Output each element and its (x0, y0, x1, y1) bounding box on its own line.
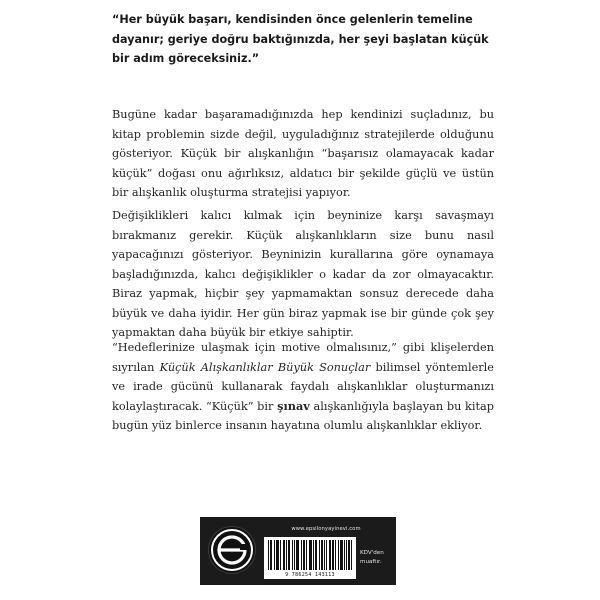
isbn-barcode-icon (264, 537, 356, 579)
paragraph-3-text-a: “Hedeflerinize ulaşmak için motive olmalısınız,” gibi klişelerden sıyrılan (112, 341, 494, 374)
tax-exempt-note (360, 549, 394, 567)
publisher-footer-box (200, 517, 396, 585)
description-paragraph-2: Değişiklikleri kalıcı kılmak için beyninize karşı savaşmayı bırakmanız gerekir. Küçük alışkanlıkların size bunu nasıl yapacağınızı gösteriyor. Beyninizin kurallarına göre oynamaya başladığınızda, kalıcı değişiklikler o kadar da zor olmayacaktır. Biraz yapmak, hiçbir şey yapmamaktan sonsuz derecede daha büyük ve daha iyidir. Her gün biraz yapmak ise bir günde çok şey yapmaktan daha büyük bir etkiye sahiptir. (112, 209, 494, 339)
paragraph-3-text-c: alışkanlığıyla başlayan bu kitap bugün yüz binlerce insanın hayatına olumlu alışkanlıklar ekliyor. (112, 399, 494, 432)
back-cover-quote: “Her büyük başarı, kendisinden önce gelenlerin temeline dayanır; geriye doğru baktığınızda, her şeyi başlatan küçük bir adım göreceksiniz.” (112, 13, 489, 65)
description-paragraph-1: Bugüne kadar başaramadığınızda hep kendinizi suçladınız, bu kitap problemin sizde değil, uyguladığınız stratejilerde olduğunu gösteriyor. Küçük bir alışkanlığın “başarısız olamayacak kadar küçük” doğası onu ağırlıksız, aldatıcı bir şekilde güçlü ve üstün bir alışkanlık oluşturma stratejisi yapıyor. (112, 108, 494, 199)
description-paragraph-3 (112, 338, 494, 436)
kdv-line-1: KDV'den (360, 550, 384, 556)
kdv-line-2: muaftır. (360, 559, 382, 565)
bold-word: şınav (277, 398, 310, 413)
book-title-italic: Küçük Alışkanlıklar Büyük Sonuçlar (159, 360, 371, 374)
epsilon-logo-icon (208, 526, 256, 574)
paragraph-3-text-b: bilimsel yöntemlerle ve irade gücünü kullanarak faydalı alışkanlıklar oluşturmanızı kolaylaştıracak. “Küçük” bir (112, 360, 494, 413)
isbn-number: 9 786254 143113 (285, 572, 335, 578)
publisher-url: www.epsilonyayinevi.com (291, 526, 361, 532)
